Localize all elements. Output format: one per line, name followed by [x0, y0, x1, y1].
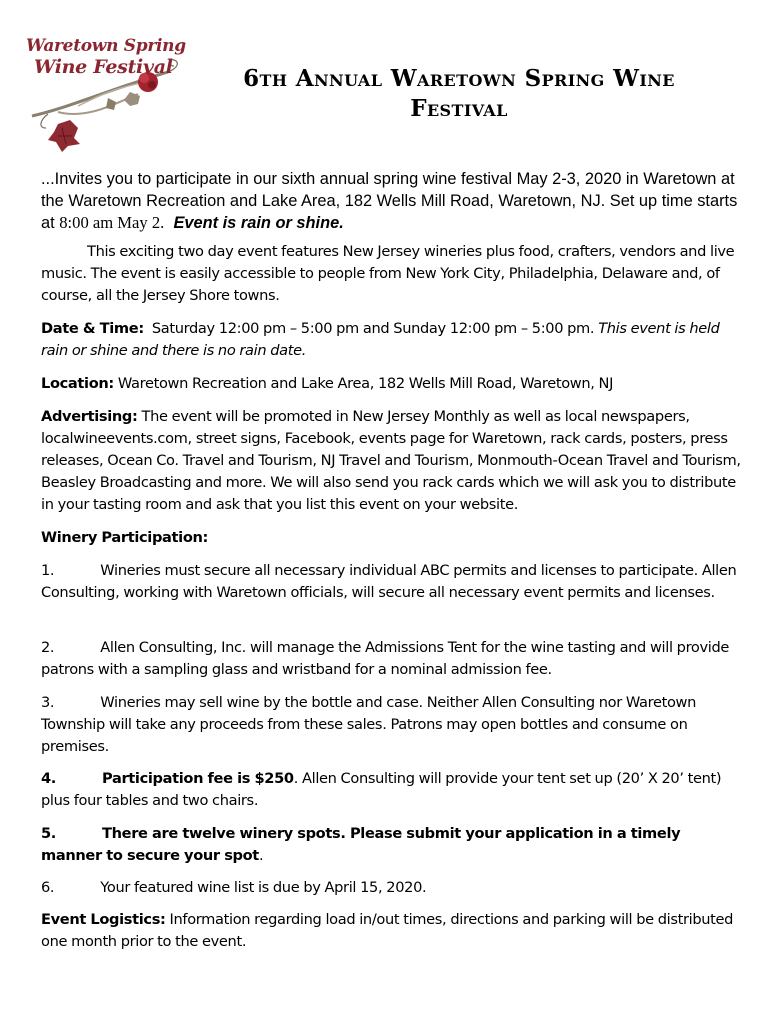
rain-or-shine-emphasis: Event is rain or shine. — [173, 214, 344, 232]
list-item-text: Your featured wine list is due by April 15, 2020. — [100, 879, 427, 896]
list-item — [41, 692, 741, 758]
winery-spots-notice: There are twelve winery spots. Please submit your application in a timely manner to secure your spot — [41, 825, 681, 864]
location-label: Location: — [41, 375, 114, 392]
list-item — [41, 560, 741, 604]
event-logistics-label: Event Logistics: — [41, 911, 166, 928]
list-item — [41, 823, 741, 867]
logo-text-line1: Waretown Spring — [26, 36, 186, 56]
page-title: 6th Annual Waretown Spring Wine Festival — [243, 65, 675, 122]
list-item-text: Wineries must secure all necessary individual ABC permits and licenses to participate. Allen Consulting, working with Waretown officials, will secure all necessary event permits and licenses. — [41, 562, 737, 601]
list-item-number: 3. — [41, 694, 55, 711]
list-item-number: 1. — [41, 562, 55, 579]
festival-logo — [18, 32, 190, 156]
advertising-text: The event will be promoted in New Jersey Monthly as well as local newspapers, localwineevents.com, street signs, Facebook, events page for Waretown, rack cards, posters, press releases, Ocean Co. Travel and Tourism, NJ Travel and Tourism, Monmouth-Ocean Travel and Tourism, Beasley Broadcasting and more. We will also send you rack cards which we will ask you to distribute in your tasting room and ask that you list this event on your website. — [41, 408, 741, 513]
event-logistics-text: Information regarding load in/out times, directions and parking will be distributed one month prior to the event. — [41, 911, 734, 950]
date-time-text: Saturday 12:00 pm – 5:00 pm and Sunday 12:00 pm – 5:00 pm. — [151, 320, 595, 337]
winery-participation-label: Winery Participation: — [41, 529, 209, 546]
setup-time: 8:00 am May 2. — [59, 213, 165, 232]
intro-text: ...Invites you to participate in our sixth annual spring wine festival May 2-3, 2020 in Waretown at the Waretown Recreation and Lake Area, 182 Wells Mill Road, Waretown, NJ. Set up time starts at — [41, 170, 738, 232]
list-item-text: . — [258, 847, 264, 864]
advertising-label: Advertising: — [41, 408, 138, 425]
winery-participation-heading — [41, 527, 741, 549]
description-text: This exciting two day event features New Jersey wineries plus food, crafters, vendors and live music. The event is easily accessible to people from New York City, Philadelphia, Delaware and, of course, all the Jersey Shore towns. — [41, 243, 735, 304]
advertising-section — [41, 406, 741, 516]
list-item-number: 2. — [41, 639, 55, 656]
list-item — [41, 877, 741, 899]
list-item — [41, 768, 741, 812]
list-item-number: 6. — [41, 879, 55, 896]
date-time-section — [41, 318, 741, 362]
list-item-number: 5. — [41, 825, 56, 842]
location-text: Waretown Recreation and Lake Area, 182 Wells Mill Road, Waretown, NJ — [117, 375, 614, 392]
date-time-label: Date & Time: — [41, 320, 144, 337]
list-item — [41, 637, 741, 681]
participation-fee: Participation fee is $250 — [102, 770, 294, 787]
date-time-note: This event is held rain or shine and there is no rain date. — [41, 320, 720, 359]
list-item-text: . Allen Consulting will provide your tent set up (20’ X 20’ tent) plus four tables and two chairs. — [41, 770, 722, 809]
logo-text-line2: Wine Festival — [34, 56, 173, 78]
location-section — [41, 373, 741, 395]
list-item-text: Allen Consulting, Inc. will manage the Admissions Tent for the wine tasting and will provide patrons with a sampling glass and wristband for a nominal admission fee. — [41, 639, 730, 678]
description-paragraph — [41, 241, 741, 307]
intro-paragraph — [41, 168, 741, 234]
list-item-text: Wineries may sell wine by the bottle and case. Neither Allen Consulting nor Waretown Township will take any proceeds from these sales. Patrons may open bottles and consume on premises. — [41, 694, 697, 755]
list-item-number: 4. — [41, 770, 56, 787]
event-logistics-section — [41, 909, 741, 953]
